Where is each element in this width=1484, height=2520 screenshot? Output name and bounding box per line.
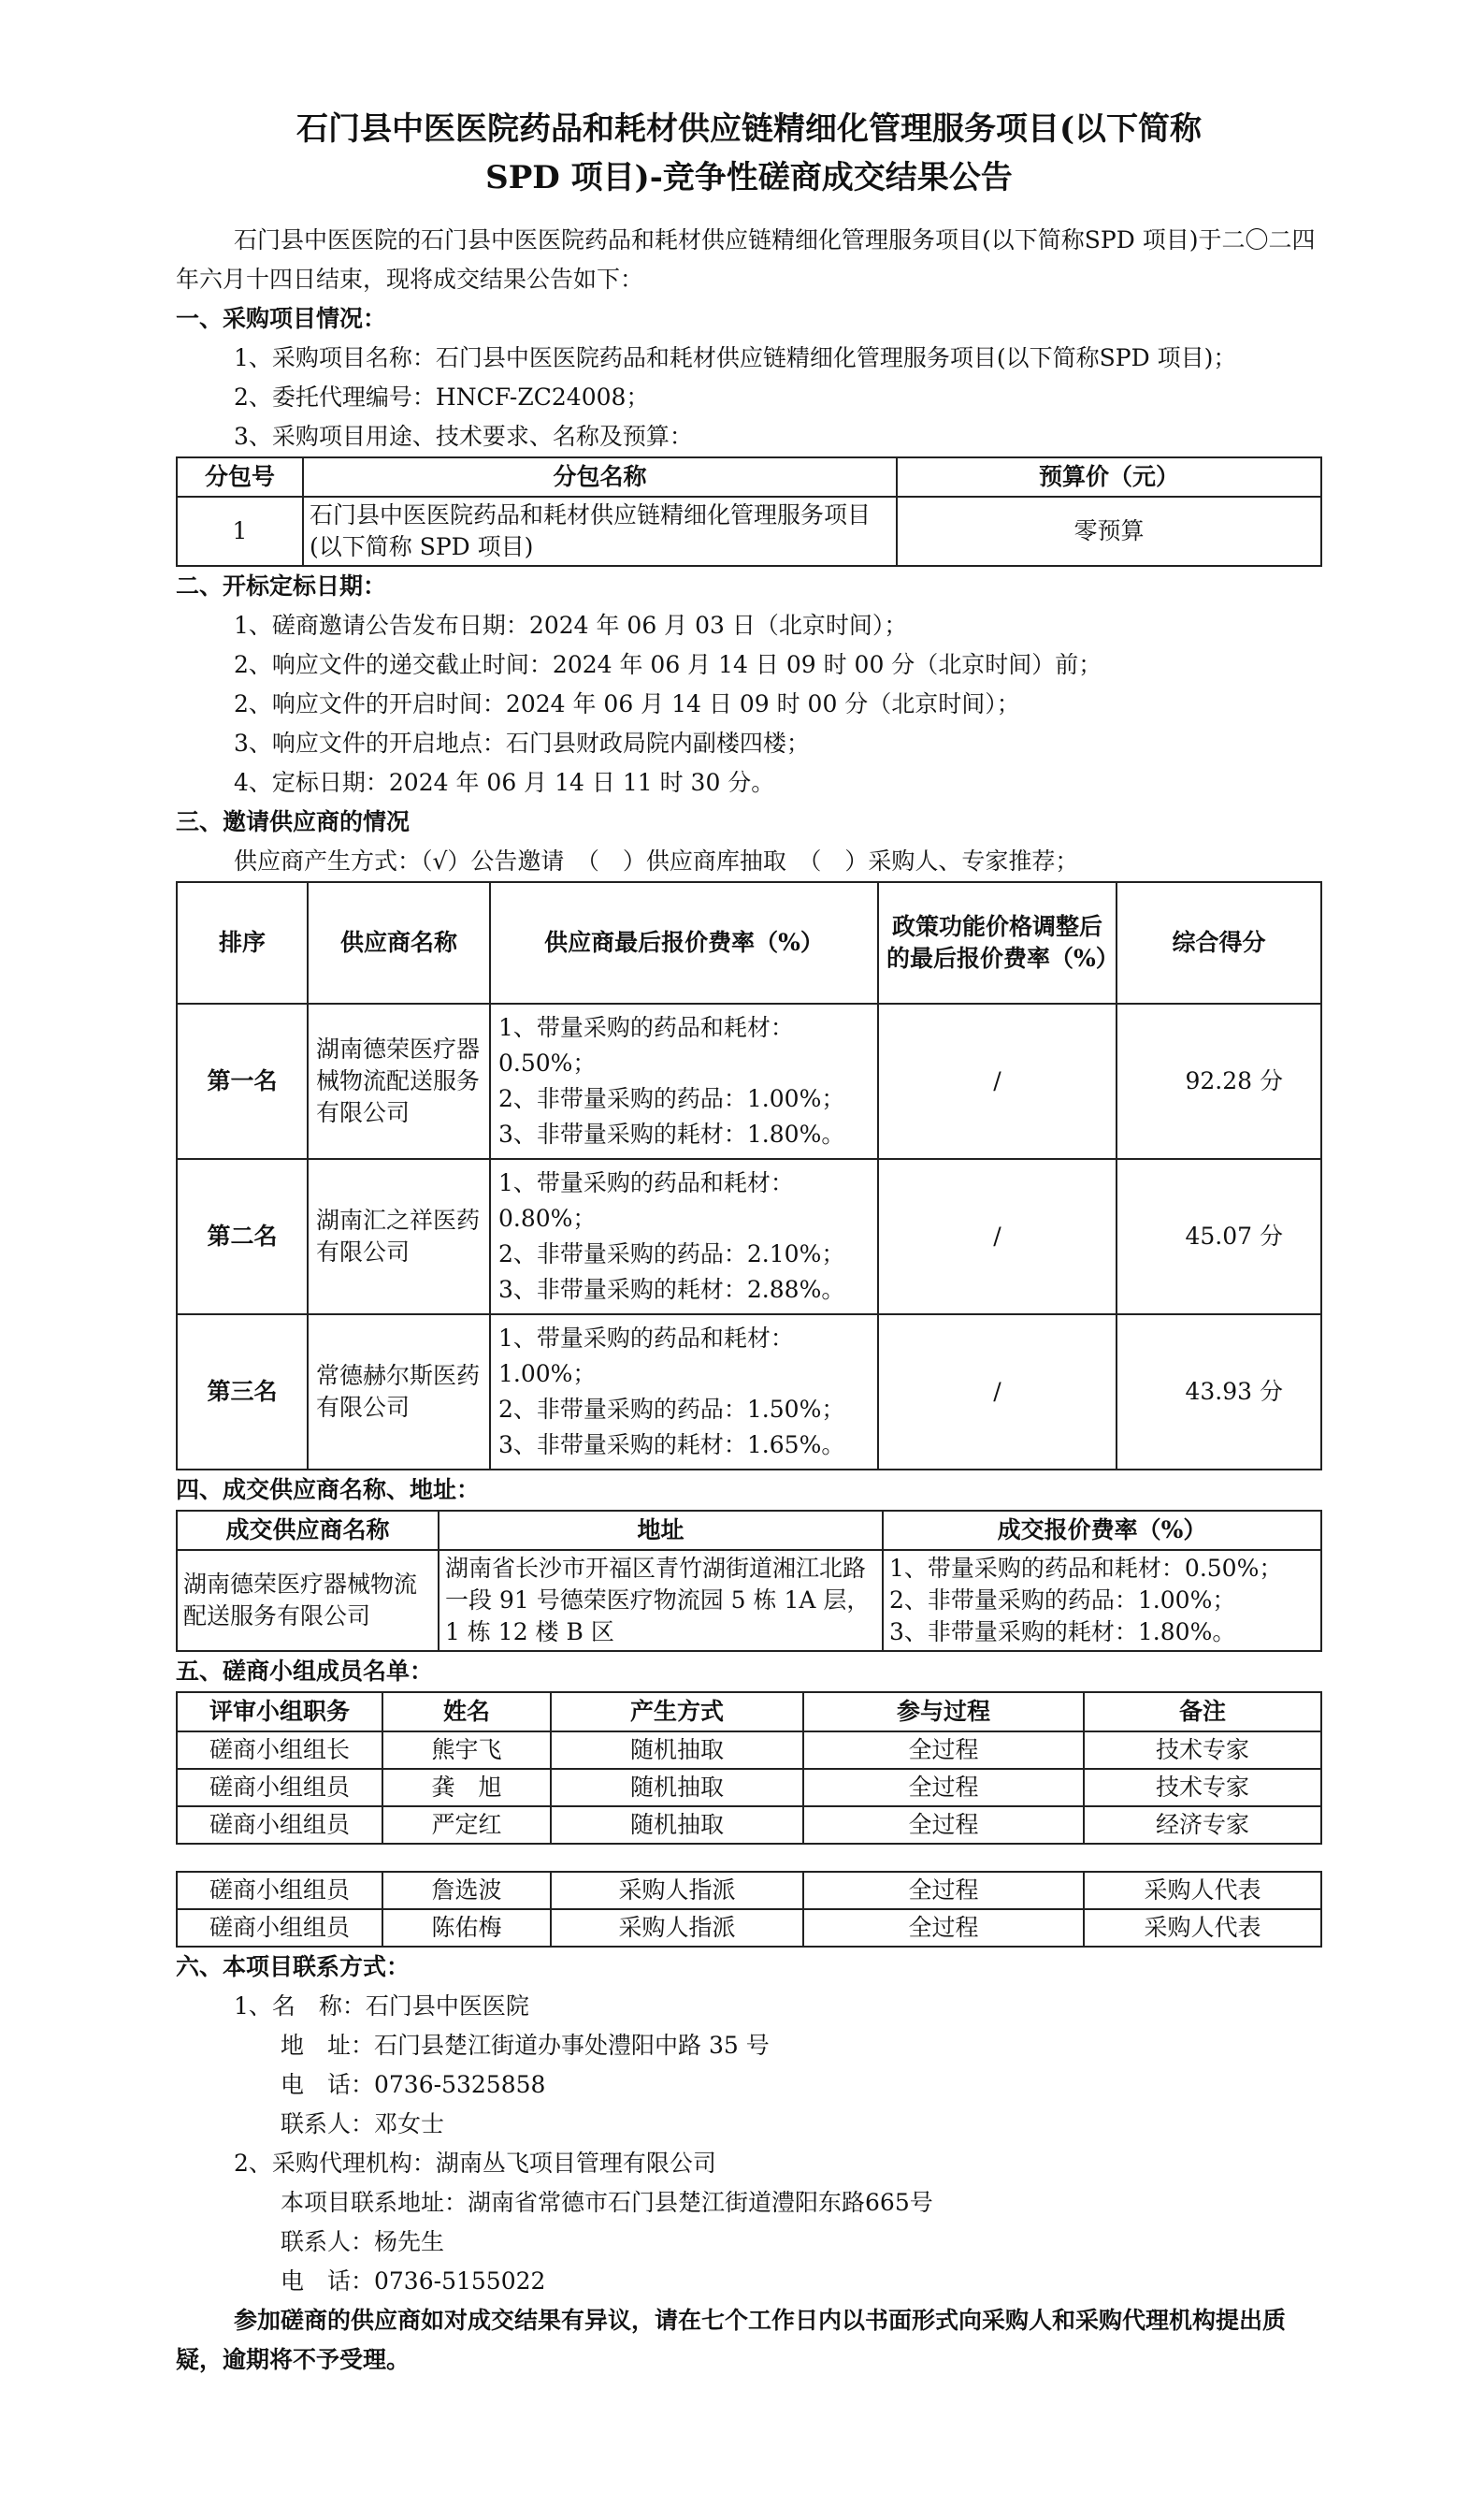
participation: 全过程 [803,1769,1084,1806]
panel-role: 磋商小组组员 [177,1806,382,1844]
package-name: 石门县中医医院药品和耗材供应链精细化管理服务项目(以下简称 SPD 项目) [303,497,897,566]
remark: 采购人代表 [1084,1909,1321,1947]
header-cell: 政策功能价格调整后的最后报价费率（%） [878,882,1117,1004]
quote-rates [490,1004,878,1159]
contact-line: 联系人：杨先生 [281,2228,445,2255]
table-row [177,1769,1321,1806]
rank-cell: 第一名 [177,1004,308,1159]
contact-line: 2、采购代理机构：湖南丛飞项目管理有限公司 [234,2150,716,2177]
table-row [177,1806,1321,1844]
panel-table-appointed [176,1871,1322,1948]
package-number: 1 [177,497,303,566]
header-cell: 评审小组职务 [177,1692,382,1731]
section-5-heading: 五、磋商小组成员名单： [176,1658,434,1685]
table-header-row [177,1692,1321,1731]
title-line-1: 石门县中医医院药品和耗材供应链精细化管理服务项目(以下简称 [295,110,1203,148]
quote-rates [490,1159,878,1314]
section-1-heading: 一、采购项目情况： [176,305,387,332]
panel-table [176,1691,1322,1845]
table-header-row [177,457,1321,497]
section-2-heading: 二、开标定标日期： [176,572,387,600]
header-cell: 备注 [1084,1692,1321,1731]
participation: 全过程 [803,1806,1084,1844]
header-cell: 供应商名称 [308,882,490,1004]
rank-cell: 第三名 [177,1314,308,1470]
total-score: 92.28 分 [1117,1004,1321,1159]
participation: 全过程 [803,1731,1084,1769]
objection-note: 参加磋商的供应商如对成交结果有异议，请在七个工作日内以书面形式向采购人和采购代理机构提出质疑，逾期将不予受理。 [176,2307,1287,2373]
rate-line: 2、非带量采购的药品：1.00%； [498,1085,845,1112]
contact-line: 地 址：石门县楚江街道办事处澧阳中路 35 号 [281,2032,770,2059]
rate-line: 1、带量采购的药品和耗材：0.80%； [498,1169,794,1232]
intro-paragraph: 石门县中医医院的石门县中医医院药品和耗材供应链精细化管理服务项目(以下简称SPD 项目)于二〇二四年六月十四日结束，现将成交结果公告如下： [176,226,1316,293]
remark: 采购人代表 [1084,1872,1321,1909]
header-cell: 参与过程 [803,1692,1084,1731]
contact-line: 电 话：0736-5325858 [281,2071,546,2098]
panel-member: 龚 旭 [382,1769,551,1806]
section-3-heading: 三、邀请供应商的情况 [176,808,411,835]
table-row [177,1004,1321,1159]
rate-line: 1、带量采购的药品和耗材：1.00%； [498,1325,794,1387]
header-cell: 供应商最后报价费率（%） [490,882,878,1004]
rate-line: 2、非带量采购的药品：1.00%； [889,1586,1236,1614]
rate-line: 2、非带量采购的药品：2.10%； [498,1240,845,1267]
rank-cell: 第二名 [177,1159,308,1314]
project-name-item: 1、采购项目名称：石门县中医医院药品和耗材供应链精细化管理服务项目(以下简称SPD 项目)； [234,344,1237,371]
winner-rates [883,1550,1321,1651]
contact-line: 1、名 称：石门县中医医院 [234,1992,529,2020]
header-cell: 成交供应商名称 [177,1511,439,1550]
section-4-heading: 四、成交供应商名称、地址： [176,1476,481,1503]
date-line: 2、响应文件的开启时间：2024 年 06 月 14 日 09 时 00 分（北京时间）； [234,690,1020,717]
table-gap [176,1845,1322,1871]
table-row [177,1314,1321,1470]
selection-method: 采购人指派 [551,1872,803,1909]
remark: 技术专家 [1084,1769,1321,1806]
winner-table [176,1510,1322,1652]
participation: 全过程 [803,1909,1084,1947]
panel-role: 磋商小组组长 [177,1731,382,1769]
table-row [177,1550,1321,1651]
supplier-name: 常德赫尔斯医药有限公司 [308,1314,490,1470]
panel-member: 陈佑梅 [382,1909,551,1947]
header-cell: 分包号 [177,457,303,497]
selection-method: 随机抽取 [551,1806,803,1844]
contact-line: 联系人：邓女士 [281,2110,445,2137]
header-cell: 综合得分 [1117,882,1321,1004]
winner-name: 湖南德荣医疗器械物流配送服务有限公司 [177,1550,439,1651]
table-row [177,1159,1321,1314]
table-row [177,497,1321,566]
date-line: 4、定标日期：2024 年 06 月 14 日 11 时 30 分。 [234,769,775,796]
header-cell: 成交报价费率（%） [883,1511,1321,1550]
contact-line: 本项目联系地址：湖南省常德市石门县楚江街道澧阳东路665号 [281,2189,933,2216]
supplier-method: 供应商产生方式：（√）公告邀请 （ ）供应商库抽取 （ ）采购人、专家推荐； [234,847,1079,875]
panel-role: 磋商小组组员 [177,1909,382,1947]
supplier-table [176,881,1322,1470]
rate-line: 3、非带量采购的耗材：2.88%。 [498,1276,845,1303]
section-6-heading: 六、本项目联系方式： [176,1953,411,1980]
rate-line: 1、带量采购的药品和耗材：0.50%； [889,1555,1283,1582]
header-cell: 地址 [439,1511,883,1550]
date-line: 2、响应文件的递交截止时间：2024 年 06 月 14 日 09 时 00 分（北京时间）前； [234,651,1102,678]
page-title [176,105,1322,202]
adjusted-rate: / [878,1004,1117,1159]
table-header-row [177,1511,1321,1550]
selection-method: 采购人指派 [551,1909,803,1947]
remark: 技术专家 [1084,1731,1321,1769]
agency-code-item: 2、委托代理编号：HNCF-ZC24008； [234,384,650,411]
table-row [177,1909,1321,1947]
adjusted-rate: / [878,1314,1117,1470]
contact-line: 电 话：0736-5155022 [281,2267,546,2295]
header-cell: 排序 [177,882,308,1004]
table-header-row [177,882,1321,1004]
rate-line: 2、非带量采购的药品：1.50%； [498,1396,845,1423]
panel-role: 磋商小组组员 [177,1872,382,1909]
supplier-name: 湖南德荣医疗器械物流配送服务有限公司 [308,1004,490,1159]
rate-line: 3、非带量采购的耗材：1.65%。 [498,1431,845,1458]
header-cell: 产生方式 [551,1692,803,1731]
remark: 经济专家 [1084,1806,1321,1844]
header-cell: 姓名 [382,1692,551,1731]
rate-line: 3、非带量采购的耗材：1.80%。 [889,1618,1236,1645]
adjusted-rate: / [878,1159,1117,1314]
panel-member: 严定红 [382,1806,551,1844]
selection-method: 随机抽取 [551,1731,803,1769]
budget-table [176,456,1322,567]
header-cell: 预算价（元） [897,457,1321,497]
budget-value: 零预算 [897,497,1321,566]
header-cell: 分包名称 [303,457,897,497]
participation: 全过程 [803,1872,1084,1909]
title-line-2: SPD 项目)-竞争性磋商成交结果公告 [485,159,1013,196]
total-score: 45.07 分 [1117,1159,1321,1314]
panel-member: 熊宇飞 [382,1731,551,1769]
rate-line: 3、非带量采购的耗材：1.80%。 [498,1121,845,1148]
selection-method: 随机抽取 [551,1769,803,1806]
project-budget-item: 3、采购项目用途、技术要求、名称及预算： [234,423,693,450]
panel-member: 詹选波 [382,1872,551,1909]
announcement-page [176,105,1322,2380]
winner-address: 湖南省长沙市开福区青竹湖街道湘江北路一段 91 号德荣医疗物流园 5 栋 1A 层，1 栋 12 楼 B 区 [439,1550,883,1651]
supplier-name: 湖南汇之祥医药有限公司 [308,1159,490,1314]
quote-rates [490,1314,878,1470]
panel-role: 磋商小组组员 [177,1769,382,1806]
table-row [177,1872,1321,1909]
total-score: 43.93 分 [1117,1314,1321,1470]
date-line: 3、响应文件的开启地点：石门县财政局院内副楼四楼； [234,730,810,757]
date-line: 1、磋商邀请公告发布日期：2024 年 06 月 03 日（北京时间）； [234,612,908,639]
rate-line: 1、带量采购的药品和耗材：0.50%； [498,1014,794,1077]
table-row [177,1731,1321,1769]
